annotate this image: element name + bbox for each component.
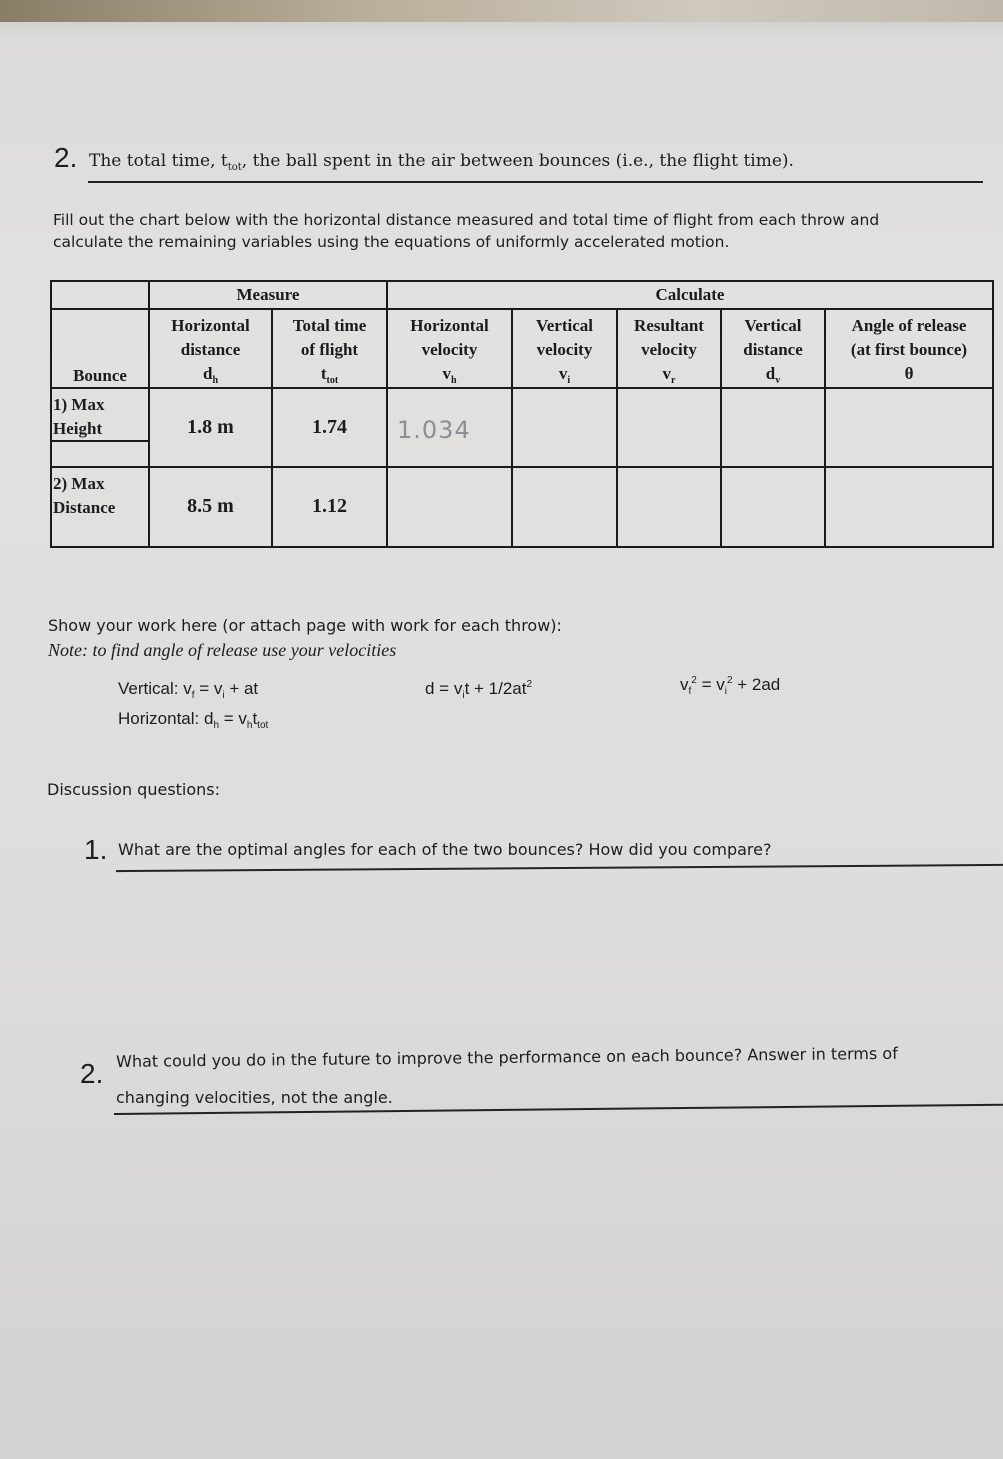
symbol-sub: tot [326, 375, 339, 386]
symbol-sub: h [212, 375, 219, 386]
cell-time: 1.74 [312, 416, 347, 438]
header-symbol [513, 362, 616, 389]
question-text [89, 151, 794, 171]
symbol: v [442, 364, 451, 383]
eq-text: Horizontal: d [118, 709, 214, 728]
header-line: distance [180, 340, 241, 359]
column-header-horizontal-velocity [388, 314, 511, 389]
answer-line [116, 864, 1003, 872]
table-row-divider [50, 466, 994, 468]
question-text-sub: tot [227, 162, 242, 173]
equation-displacement: $d = v_it + 1/2at^2$ [425, 679, 533, 701]
header-symbol [150, 362, 271, 389]
row-label-max-distance [53, 472, 115, 520]
handwritten-horizontal-velocity: 1.034 [397, 416, 471, 444]
column-header-resultant-velocity [618, 314, 720, 389]
cell-time: 1.12 [312, 495, 347, 517]
header-line: Resultant [634, 316, 704, 335]
header-line: Horizontal [171, 316, 250, 335]
eq-text: v [680, 675, 689, 694]
header-line: Vertical [744, 316, 802, 335]
symbol-sub: r [671, 375, 676, 386]
eq-text: d = v [425, 679, 463, 698]
eq-text: Vertical: v [118, 679, 192, 698]
answer-line [88, 181, 983, 183]
symbol: θ [904, 364, 914, 383]
column-header-total-time [273, 314, 386, 389]
row-label-line: Distance [53, 498, 116, 517]
equation-kinematic: $v_f^2 = v_i^2 + 2ad$ [680, 675, 781, 697]
question-text-before: The total time, t [89, 151, 228, 171]
discussion-q2-number: 2. [80, 1058, 104, 1089]
header-symbol [722, 362, 824, 389]
discussion-q1-text: What are the optimal angles for each of the two bounces? How did you compare? [118, 840, 772, 859]
question-number: 2. [54, 142, 78, 173]
header-symbol [618, 362, 720, 389]
row-label-line: 1) Max [53, 395, 105, 414]
symbol: v [662, 364, 672, 383]
group-header-measure: Measure [236, 285, 300, 304]
cell-distance: 8.5 m [187, 495, 234, 517]
work-instructions: Show your work here (or attach page with work for each throw): [48, 616, 562, 635]
header-symbol [388, 362, 511, 389]
header-symbol [273, 362, 386, 389]
group-header-calculate: Calculate [655, 285, 725, 304]
header-line: velocity [641, 340, 697, 359]
column-header-angle-of-release [826, 314, 992, 386]
header-line: Vertical [536, 316, 593, 335]
discussion-q1-number: 1. [84, 834, 108, 865]
symbol: v [558, 364, 568, 383]
header-line: Total time [292, 316, 367, 335]
header-line: (at first bounce) [850, 340, 968, 359]
symbol-sub: h [450, 375, 457, 386]
symbol-sub: i [567, 375, 571, 386]
symbol-sub: v [775, 375, 781, 386]
symbol: d [202, 364, 213, 383]
cell-distance: 1.8 m [187, 416, 234, 438]
header-line: Horizontal [410, 316, 489, 335]
row-label-line: Height [53, 419, 103, 438]
table-row-divider [50, 308, 994, 310]
symbol: t [320, 364, 327, 383]
question-text-after: , the ball spent in the air between bounces (i.e., the flight time). [241, 151, 794, 171]
header-line: velocity [421, 340, 478, 359]
discussion-q2-text-line1: What could you do in the future to improve the performance on each bounce? Answer in terms of [116, 1043, 898, 1071]
photo-background-strip [0, 0, 1003, 22]
row-label-max-height [53, 393, 104, 441]
row-label-line: 2) Max [53, 474, 105, 493]
header-line: Angle of release [851, 316, 967, 335]
header-line: velocity [536, 340, 593, 359]
equation-vertical: Vertical: $v_f = v_i$ + at [118, 679, 259, 701]
header-line: distance [743, 340, 803, 359]
discussion-q2-text-line2: changing velocities, not the angle. [116, 1088, 393, 1107]
column-header-vertical-velocity [513, 314, 616, 389]
column-header-vertical-distance [722, 314, 824, 389]
symbol: d [765, 364, 776, 383]
column-header-bounce: Bounce [73, 366, 127, 385]
equation-horizontal: Horizontal: $d_h = v_ht_{tot}$ [118, 709, 269, 731]
instructions-text: Fill out the chart below with the horizontal distance measured and total time of flight from each throw and calculate the remaining variables using the equations of uniformly accelerated motion. [53, 211, 880, 251]
header-line: of flight [300, 340, 359, 359]
column-header-horizontal-distance [150, 314, 271, 389]
discussion-heading: Discussion questions: [47, 780, 221, 799]
header-symbol [826, 362, 992, 386]
work-note: Note: to find angle of release use your velocities [48, 640, 397, 660]
